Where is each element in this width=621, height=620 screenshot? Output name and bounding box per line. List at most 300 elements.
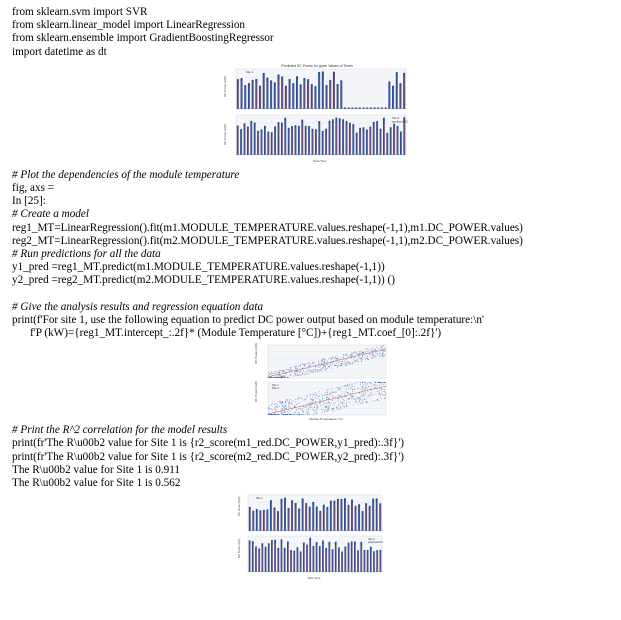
scatter-point bbox=[303, 371, 304, 372]
scatter-point bbox=[337, 359, 338, 360]
scatter-point bbox=[369, 382, 370, 383]
scatter-point bbox=[275, 373, 276, 374]
scatter-point bbox=[352, 363, 353, 364]
scatter-point bbox=[309, 414, 310, 415]
scatter-point bbox=[310, 407, 311, 408]
scatter-point bbox=[342, 391, 343, 392]
scatter-point bbox=[361, 361, 362, 362]
scatter-point bbox=[362, 388, 363, 389]
scatter-point bbox=[317, 372, 318, 373]
scatter-point bbox=[300, 364, 301, 365]
scatter-point bbox=[365, 385, 366, 386]
scatter-point bbox=[357, 354, 358, 355]
scatter-point bbox=[342, 398, 343, 399]
scatter-point bbox=[337, 398, 338, 399]
scatter-point bbox=[305, 414, 306, 415]
x-axis-label: Module Temperature (°C) bbox=[309, 417, 343, 422]
scatter-point bbox=[348, 389, 349, 390]
scatter-point bbox=[385, 398, 386, 399]
scatter-point bbox=[345, 365, 346, 366]
scatter-point bbox=[362, 382, 363, 383]
scatter-point bbox=[290, 367, 291, 368]
scatter-point bbox=[312, 399, 313, 400]
scatter-point bbox=[331, 391, 332, 392]
scatter-point bbox=[338, 409, 339, 410]
scatter-point bbox=[272, 377, 273, 378]
scatter-point bbox=[375, 387, 376, 388]
scatter-point bbox=[284, 377, 285, 378]
scatter-point bbox=[328, 409, 329, 410]
scatter-point bbox=[306, 368, 307, 369]
scatter-point bbox=[362, 360, 363, 361]
scatter-point bbox=[341, 402, 342, 403]
figure-timeseries-1 bbox=[12, 61, 612, 167]
code-line: In [25]: bbox=[12, 195, 46, 208]
scatter-point bbox=[360, 354, 361, 355]
scatter-point bbox=[310, 402, 311, 403]
scatter-point bbox=[298, 412, 299, 413]
scatter-point bbox=[379, 393, 380, 394]
scatter-point bbox=[316, 406, 317, 407]
scatter-point bbox=[302, 373, 303, 374]
scatter-point bbox=[323, 405, 324, 406]
scatter-point bbox=[334, 364, 335, 365]
scatter-point bbox=[357, 352, 358, 353]
scatter-point bbox=[277, 377, 278, 378]
scatter-point bbox=[363, 352, 364, 353]
scatter-point bbox=[295, 413, 296, 414]
scatter-point bbox=[300, 367, 301, 368]
scatter-point bbox=[323, 362, 324, 363]
scatter-point bbox=[282, 412, 283, 413]
scatter-point bbox=[288, 403, 289, 404]
scatter-point bbox=[377, 385, 378, 386]
scatter-point bbox=[363, 385, 364, 386]
scatter-point bbox=[321, 361, 322, 362]
scatter-point bbox=[274, 413, 275, 414]
scatter-point bbox=[311, 407, 312, 408]
code-line: print(fr'The R\u00b2 value for Site 1 is {r2_score(m2_red.DC_POWER,y2_pred):.3f}') bbox=[12, 450, 404, 463]
scatter-point bbox=[371, 351, 372, 352]
scatter-point bbox=[298, 397, 299, 398]
scatter-point bbox=[277, 371, 278, 372]
scatter-point bbox=[296, 368, 297, 369]
scatter-point bbox=[356, 401, 357, 402]
scatter-point bbox=[315, 370, 316, 371]
scatter-point bbox=[377, 353, 378, 354]
scatter-point bbox=[321, 405, 322, 406]
scatter-point bbox=[367, 357, 368, 358]
scatter-point bbox=[382, 346, 383, 347]
scatter-point bbox=[326, 369, 327, 370]
scatter-point bbox=[285, 405, 286, 406]
legend-entry: predicted DC bbox=[368, 541, 384, 545]
scatter-point bbox=[305, 374, 306, 375]
scatter-point bbox=[271, 409, 272, 410]
scatter-point bbox=[363, 396, 364, 397]
scatter-point bbox=[321, 409, 322, 410]
scatter-point bbox=[339, 389, 340, 390]
scatter-point bbox=[322, 365, 323, 366]
scatter-point bbox=[285, 373, 286, 374]
scatter-point bbox=[313, 364, 314, 365]
figure-title: Predicted DC Power for given Values of Times bbox=[281, 63, 353, 68]
scatter-point bbox=[366, 387, 367, 388]
scatter-point bbox=[289, 403, 290, 404]
scatter-point bbox=[332, 400, 333, 401]
scatter-point bbox=[282, 370, 283, 371]
scatter-point bbox=[308, 412, 309, 413]
scatter-point bbox=[276, 414, 277, 415]
scatter-point bbox=[282, 408, 283, 409]
scatter-point bbox=[308, 373, 309, 374]
scatter-point bbox=[344, 363, 345, 364]
scatter-point bbox=[345, 355, 346, 356]
scatter-point bbox=[351, 364, 352, 365]
scatter-point bbox=[359, 401, 360, 402]
scatter-point bbox=[381, 394, 382, 395]
scatter-point bbox=[375, 401, 376, 402]
scatter-point bbox=[359, 393, 360, 394]
scatter-point bbox=[317, 369, 318, 370]
scatter-point bbox=[381, 355, 382, 356]
scatter-point bbox=[322, 368, 323, 369]
scatter-point bbox=[356, 402, 357, 403]
scatter-point bbox=[281, 413, 282, 414]
scatter-point bbox=[360, 400, 361, 401]
scatter-point bbox=[360, 384, 361, 385]
scatter-point bbox=[312, 397, 313, 398]
scatter-point bbox=[342, 393, 343, 394]
scatter-point bbox=[315, 369, 316, 370]
scatter-point bbox=[324, 362, 325, 363]
scatter-point bbox=[364, 358, 365, 359]
code-comment: # Run predictions for all the data bbox=[12, 248, 161, 261]
x-axis-label: Date/Time bbox=[313, 158, 327, 163]
scatter-point bbox=[317, 406, 318, 407]
scatter-point bbox=[277, 404, 278, 405]
scatter-point bbox=[307, 363, 308, 364]
scatter-point bbox=[331, 389, 332, 390]
scatter-point bbox=[350, 355, 351, 356]
scatter-point bbox=[276, 411, 277, 412]
scatter-point bbox=[369, 384, 370, 385]
scatter-point bbox=[357, 388, 358, 389]
scatter-point bbox=[340, 403, 341, 404]
scatter-point bbox=[328, 389, 329, 390]
scatter-point bbox=[326, 397, 327, 398]
scatter-point bbox=[324, 364, 325, 365]
scatter-point bbox=[340, 401, 341, 402]
scatter-point bbox=[365, 388, 366, 389]
scatter-point bbox=[291, 367, 292, 368]
scatter-point bbox=[361, 396, 362, 397]
scatter-point bbox=[282, 414, 283, 415]
scatter-point bbox=[272, 403, 273, 404]
scatter-point bbox=[371, 386, 372, 387]
scatter-point bbox=[382, 355, 383, 356]
scatter-point bbox=[309, 364, 310, 365]
scatter-point bbox=[339, 359, 340, 360]
scatter-point bbox=[365, 382, 366, 383]
scatter-point bbox=[271, 377, 272, 378]
scatter-point bbox=[283, 372, 284, 373]
scatter-point bbox=[295, 399, 296, 400]
scatter-point bbox=[311, 371, 312, 372]
scatter-point bbox=[331, 403, 332, 404]
scatter-point bbox=[329, 403, 330, 404]
scatter-point bbox=[303, 414, 304, 415]
scatter-point bbox=[329, 395, 330, 396]
scatter-point bbox=[384, 389, 385, 390]
scatter-point bbox=[327, 361, 328, 362]
scatter-point bbox=[348, 356, 349, 357]
scatter-point bbox=[347, 385, 348, 386]
scatter-point bbox=[367, 392, 368, 393]
scatter-point bbox=[364, 399, 365, 400]
scatter-point bbox=[298, 399, 299, 400]
scatter-point bbox=[344, 408, 345, 409]
scatter-point bbox=[335, 403, 336, 404]
scatter-point bbox=[276, 376, 277, 377]
scatter-point bbox=[315, 371, 316, 372]
scatter-point bbox=[371, 357, 372, 358]
scatter-point bbox=[290, 403, 291, 404]
scatter-point bbox=[290, 408, 291, 409]
scatter-point bbox=[338, 362, 339, 363]
code-line: import datetime as dt bbox=[12, 45, 107, 58]
scatter-point bbox=[312, 402, 313, 403]
scatter-point bbox=[359, 357, 360, 358]
scatter-point bbox=[289, 413, 290, 414]
code-line: y2_pred =reg2_MT.predict(m2.MODULE_TEMPERATURE.values.reshape(-1,1)) () bbox=[12, 274, 395, 287]
scatter-point bbox=[360, 396, 361, 397]
scatter-point bbox=[355, 399, 356, 400]
scatter-point bbox=[280, 402, 281, 403]
scatter-point bbox=[270, 414, 271, 415]
scatter-point bbox=[315, 393, 316, 394]
scatter-point bbox=[358, 404, 359, 405]
scatter-point bbox=[341, 386, 342, 387]
scatter-point bbox=[314, 413, 315, 414]
scatter-point bbox=[281, 412, 282, 413]
code-comment: # Create a model bbox=[12, 208, 89, 221]
code-block-equation bbox=[12, 301, 612, 341]
scatter-point bbox=[329, 402, 330, 403]
scatter-point bbox=[295, 366, 296, 367]
scatter-point bbox=[377, 399, 378, 400]
scatter-point bbox=[340, 396, 341, 397]
scatter-point bbox=[369, 354, 370, 355]
x-axis-label: Date Time bbox=[307, 576, 321, 581]
scatter-point bbox=[369, 396, 370, 397]
scatter-point bbox=[331, 359, 332, 360]
scatter-point bbox=[345, 364, 346, 365]
scatter-point bbox=[345, 386, 346, 387]
scatter-point bbox=[287, 377, 288, 378]
scatter-point bbox=[328, 397, 329, 398]
scatter-point bbox=[349, 385, 350, 386]
scatter-point bbox=[282, 409, 283, 410]
scatter-point bbox=[330, 358, 331, 359]
scatter-point bbox=[379, 385, 380, 386]
scatter-point bbox=[384, 398, 385, 399]
scatter-point bbox=[318, 371, 319, 372]
scatter-point bbox=[290, 414, 291, 415]
scatter-point bbox=[319, 396, 320, 397]
scatter-point bbox=[383, 384, 384, 385]
scatter-point bbox=[298, 409, 299, 410]
code-line: reg2_MT=LinearRegression().fit(m2.MODULE_TEMPERATURE.values.reshape(-1,1),m2.DC_POWER.values) bbox=[12, 234, 523, 247]
scatter-point bbox=[312, 371, 313, 372]
scatter-point bbox=[294, 414, 295, 415]
scatter-point bbox=[281, 376, 282, 377]
scatter-point bbox=[310, 365, 311, 366]
scatter-point bbox=[368, 349, 369, 350]
scatter-point bbox=[367, 384, 368, 385]
scatter-point bbox=[287, 412, 288, 413]
scatter-point bbox=[364, 394, 365, 395]
scatter-point bbox=[320, 400, 321, 401]
scatter-point bbox=[343, 399, 344, 400]
scatter-point bbox=[326, 392, 327, 393]
scatter-point bbox=[305, 407, 306, 408]
scatter-point bbox=[377, 391, 378, 392]
scatter-point bbox=[323, 403, 324, 404]
scatter-point bbox=[313, 394, 314, 395]
scatter-point bbox=[295, 368, 296, 369]
scatter-point bbox=[282, 403, 283, 404]
scatter-point bbox=[337, 358, 338, 359]
scatter-point bbox=[366, 399, 367, 400]
code-line: reg1_MT=LinearRegression().fit(m1.MODULE_TEMPERATURE.values.reshape(-1,1),m1.DC_POWER.values) bbox=[12, 221, 523, 234]
scatter-point bbox=[377, 382, 378, 383]
scatter-point bbox=[270, 374, 271, 375]
scatter-point bbox=[367, 349, 368, 350]
scatter-point bbox=[285, 402, 286, 403]
scatter-point bbox=[313, 414, 314, 415]
scatter-point bbox=[296, 414, 297, 415]
scatter-point bbox=[298, 414, 299, 415]
scatter-point bbox=[357, 362, 358, 363]
scatter-point bbox=[292, 404, 293, 405]
scatter-point bbox=[268, 376, 269, 377]
scatter-point bbox=[321, 362, 322, 363]
scatter-point bbox=[325, 394, 326, 395]
scatter-point bbox=[376, 347, 377, 348]
scatter-point bbox=[338, 399, 339, 400]
scatter-point bbox=[313, 402, 314, 403]
scatter-point bbox=[277, 372, 278, 373]
scatter-point bbox=[289, 377, 290, 378]
scatter-point bbox=[318, 361, 319, 362]
scatter-point bbox=[363, 394, 364, 395]
scatter-point bbox=[383, 345, 384, 346]
scatter-point bbox=[284, 408, 285, 409]
code-line: print(fr'The R\u00b2 value for Site 1 is {r2_score(m1_red.DC_POWER,y1_pred):.3f}') bbox=[12, 437, 404, 450]
scatter-point bbox=[314, 407, 315, 408]
scatter-point bbox=[332, 408, 333, 409]
scatter-point bbox=[354, 362, 355, 363]
scatter-point bbox=[370, 350, 371, 351]
scatter-point bbox=[338, 405, 339, 406]
scatter-point bbox=[268, 407, 269, 408]
code-line: The R\u00b2 value for Site 1 is 0.911 bbox=[12, 463, 180, 476]
scatter-point bbox=[310, 405, 311, 406]
scatter-point bbox=[362, 357, 363, 358]
timeseries-figure-2 bbox=[12, 492, 612, 582]
scatter-point bbox=[341, 363, 342, 364]
scatter-point bbox=[382, 354, 383, 355]
scatter-point bbox=[327, 410, 328, 411]
scatter-point bbox=[336, 407, 337, 408]
scatter-point bbox=[283, 370, 284, 371]
scatter-point bbox=[373, 353, 374, 354]
scatter-point bbox=[317, 370, 318, 371]
scatter-point bbox=[308, 369, 309, 370]
scatter-point bbox=[345, 361, 346, 362]
scatter-point bbox=[287, 414, 288, 415]
scatter-point bbox=[295, 414, 296, 415]
scatter-point bbox=[337, 356, 338, 357]
scatter-point bbox=[384, 391, 385, 392]
scatter-point bbox=[312, 362, 313, 363]
scatter-point bbox=[279, 372, 280, 373]
scatter-point bbox=[327, 390, 328, 391]
scatter-point bbox=[316, 394, 317, 395]
scatter-point bbox=[348, 392, 349, 393]
scatter-point bbox=[281, 404, 282, 405]
scatter-point bbox=[319, 367, 320, 368]
scatter-point bbox=[285, 412, 286, 413]
scatter-point bbox=[329, 407, 330, 408]
scatter-point bbox=[361, 403, 362, 404]
scatter-point bbox=[296, 400, 297, 401]
scatter-point bbox=[379, 353, 380, 354]
scatter-point bbox=[338, 390, 339, 391]
scatter-point bbox=[381, 383, 382, 384]
scatter-point bbox=[290, 368, 291, 369]
scatter-point bbox=[379, 382, 380, 383]
scatter-point bbox=[323, 365, 324, 366]
scatter-point bbox=[383, 395, 384, 396]
scatter-point bbox=[384, 356, 385, 357]
scatter-point bbox=[356, 353, 357, 354]
scatter-point bbox=[268, 372, 269, 373]
scatter-point bbox=[368, 396, 369, 397]
scatter-point bbox=[355, 401, 356, 402]
scatter-point bbox=[270, 377, 271, 378]
scatter-point bbox=[274, 372, 275, 373]
scatter-point bbox=[311, 399, 312, 400]
scatter-point bbox=[324, 366, 325, 367]
scatter-point bbox=[347, 392, 348, 393]
scatter-point bbox=[288, 405, 289, 406]
scatter-point bbox=[278, 377, 279, 378]
scatter-point bbox=[330, 363, 331, 364]
scatter-point bbox=[358, 356, 359, 357]
scatter-point bbox=[298, 366, 299, 367]
scatter-point bbox=[370, 396, 371, 397]
scatter-point bbox=[383, 350, 384, 351]
scatter-point bbox=[268, 409, 269, 410]
scatter-point bbox=[329, 367, 330, 368]
scatter-point bbox=[374, 386, 375, 387]
scatter-point bbox=[300, 374, 301, 375]
scatter-point bbox=[317, 398, 318, 399]
scatter-point bbox=[303, 406, 304, 407]
scatter-point bbox=[372, 348, 373, 349]
